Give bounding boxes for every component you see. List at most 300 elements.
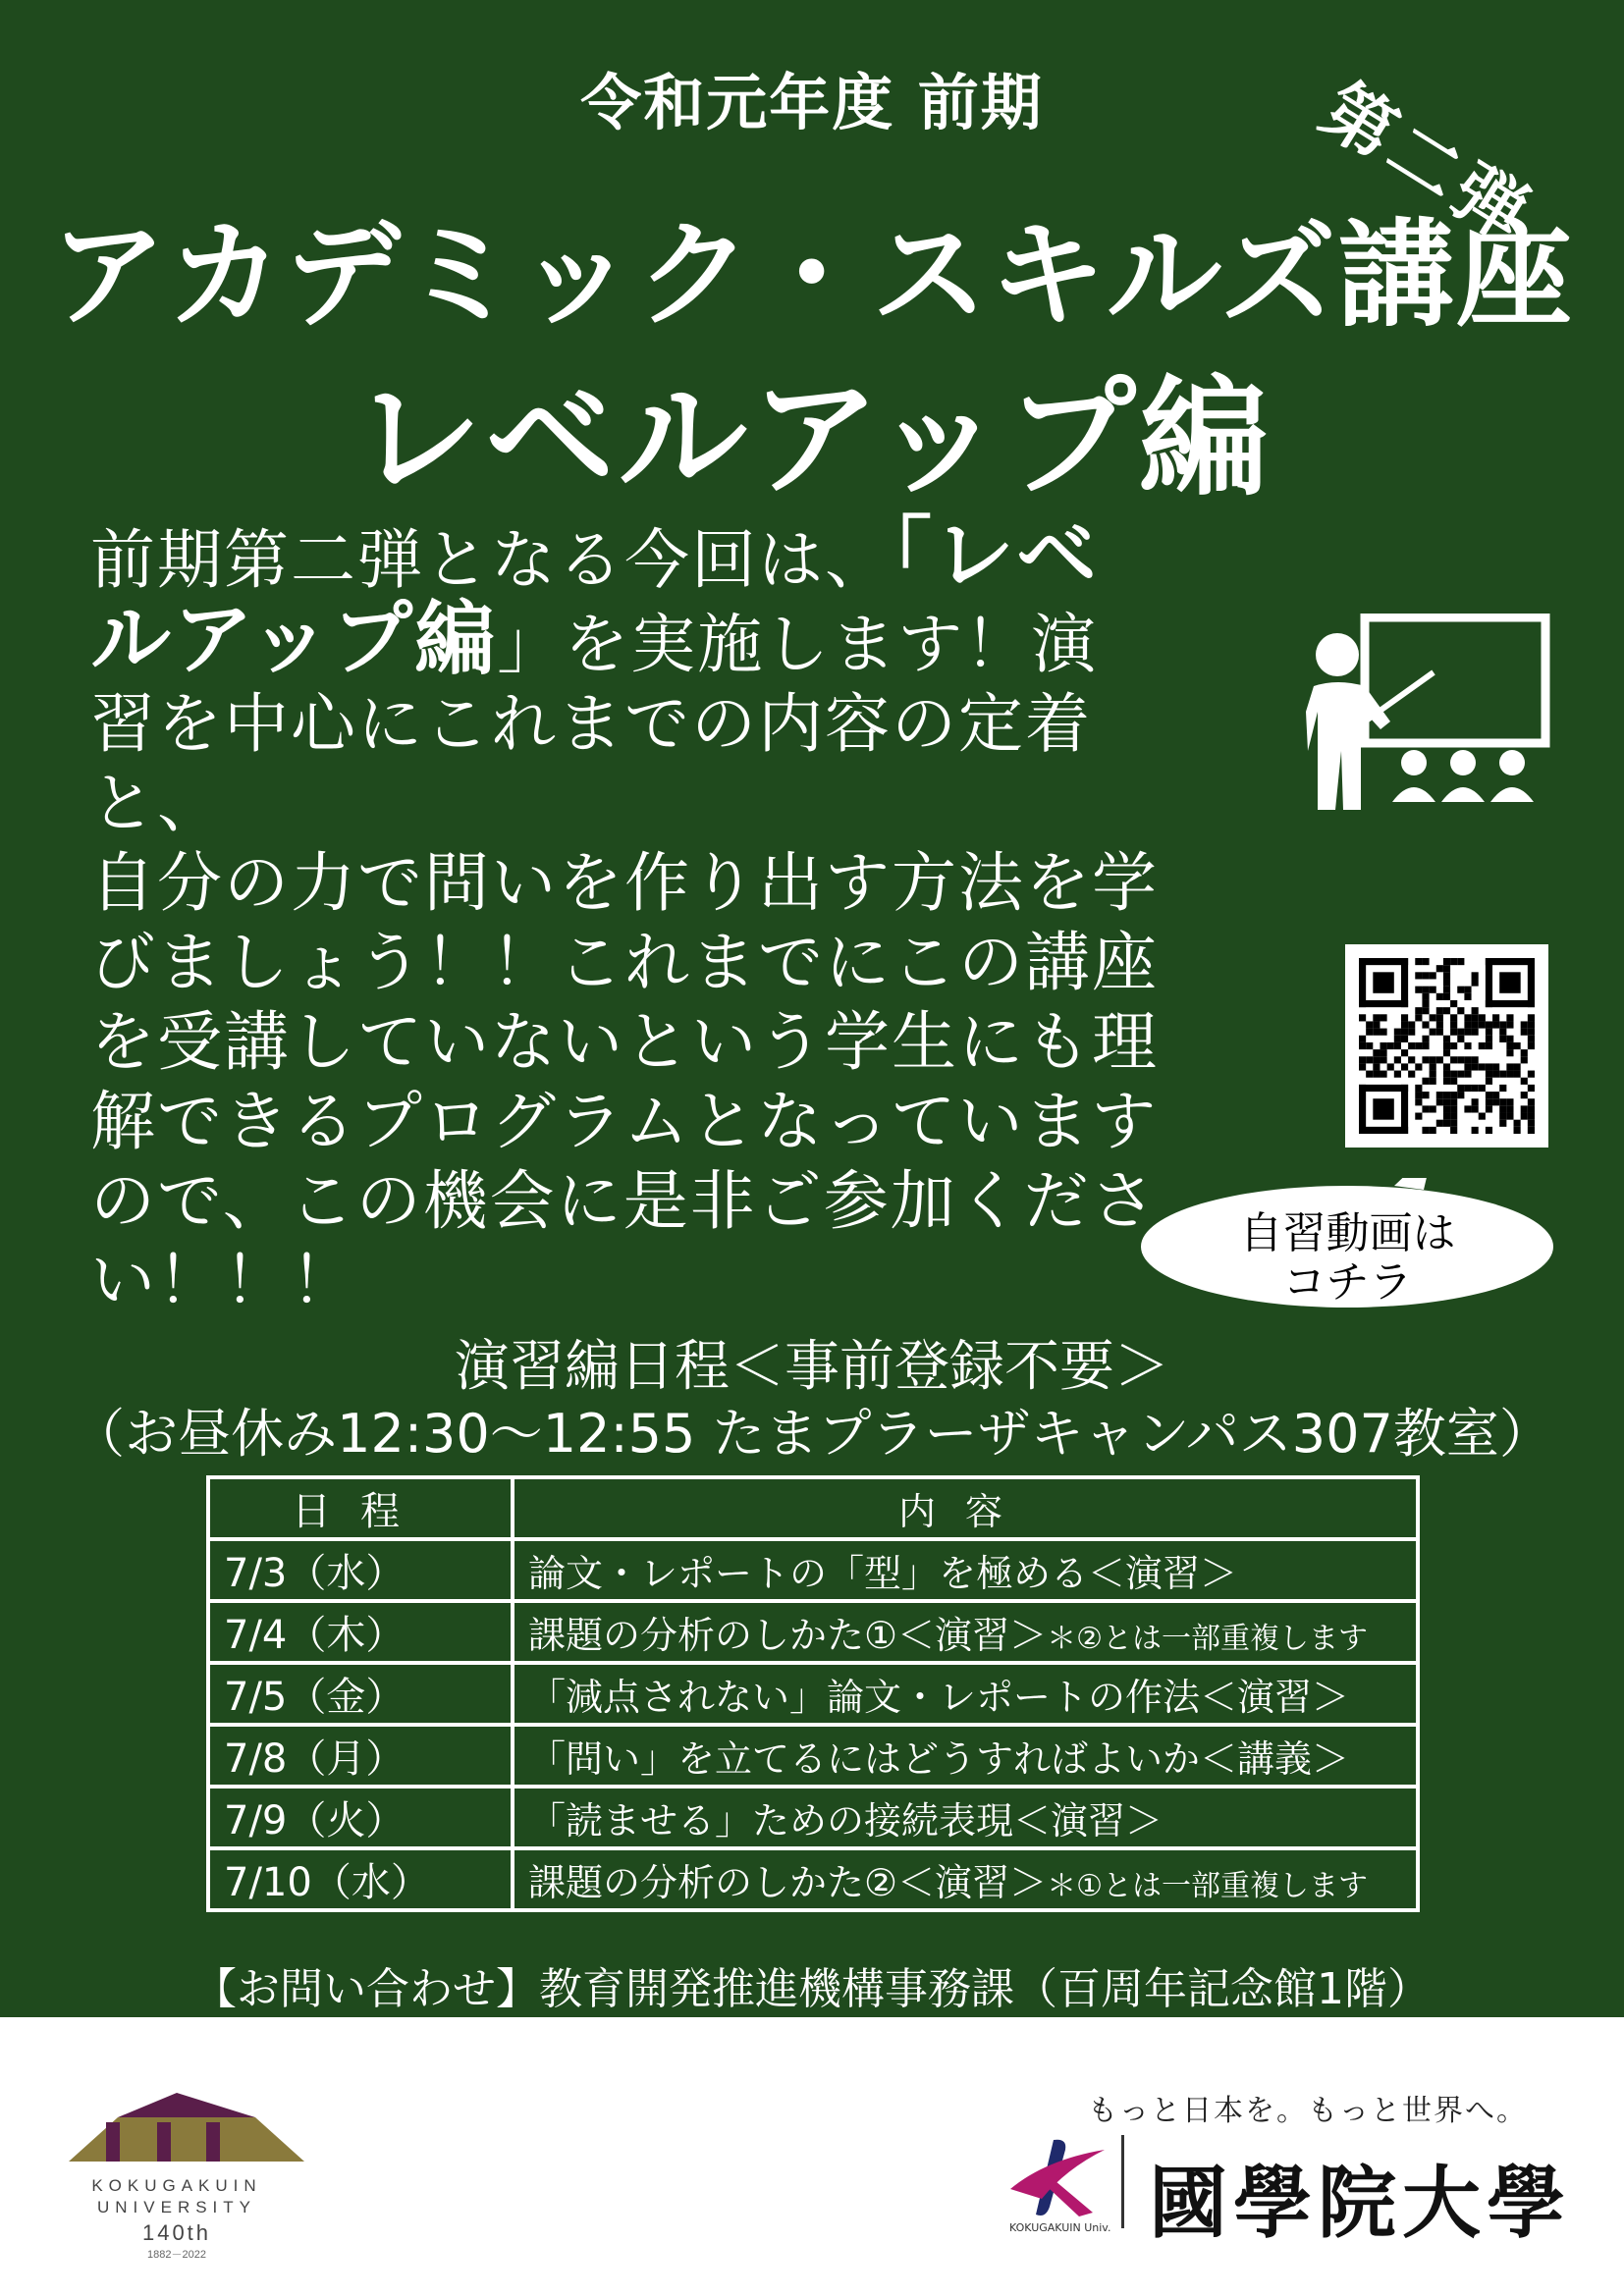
qr-module <box>1430 1056 1436 1063</box>
qr-module <box>1422 1007 1429 1014</box>
qr-module <box>1387 1063 1394 1070</box>
qr-module <box>1521 1113 1528 1120</box>
qr-module <box>1506 1063 1513 1070</box>
qr-module <box>1506 1098 1513 1105</box>
qr-module <box>1499 1085 1506 1092</box>
qr-module <box>1464 987 1471 993</box>
kokugakuin-k-logo <box>1006 2130 1114 2228</box>
anniv-line1: KOKUGAKUIN <box>91 2176 262 2195</box>
schedule-content-cell <box>513 1663 1418 1725</box>
qr-module <box>1408 1042 1415 1049</box>
qr-module <box>1528 958 1535 1007</box>
qr-module <box>1436 1021 1443 1028</box>
schedule-row <box>208 1663 1418 1725</box>
qr-module <box>1394 1042 1401 1049</box>
qr-module <box>1430 987 1436 993</box>
qr-module <box>1506 1014 1513 1021</box>
qr-module <box>1443 1071 1450 1078</box>
qr-module <box>1436 1098 1443 1105</box>
qr-module <box>1373 1014 1380 1021</box>
qr-module <box>1422 1036 1429 1042</box>
second-edition-stamp: 第二弾 <box>1308 67 1546 259</box>
qr-module <box>1479 1113 1486 1120</box>
qr-module <box>1401 1085 1408 1134</box>
qr-module <box>1521 1049 1528 1056</box>
qr-module <box>1443 1036 1450 1042</box>
anniv-140: 140th <box>141 2220 212 2245</box>
qr-module <box>1443 1007 1450 1014</box>
qr-module <box>1486 1021 1492 1028</box>
schedule-note: ＊①とは一部重複します <box>1047 1869 1368 1903</box>
qr-module <box>1528 1014 1535 1021</box>
schedule-row <box>208 1725 1418 1787</box>
qr-module <box>1415 972 1422 979</box>
qr-module <box>1359 1036 1366 1042</box>
main-title: アカデミック・スキルズ講座 <box>50 207 1574 343</box>
schedule-row <box>208 1848 1418 1910</box>
qr-module <box>1401 1029 1408 1036</box>
qr-module <box>1450 1113 1457 1120</box>
qr-module <box>1499 1029 1506 1036</box>
qr-module <box>1486 1071 1492 1078</box>
qr-module <box>1443 1078 1450 1085</box>
schedule-date: 7/10（水） <box>208 1848 513 1910</box>
qr-module <box>1506 1113 1513 1120</box>
qr-module <box>1486 1042 1492 1049</box>
qr-module <box>1499 972 1520 992</box>
qr-module <box>1394 1029 1401 1036</box>
qr-module <box>1521 1078 1528 1085</box>
schedule-content-cell <box>513 1787 1418 1848</box>
qr-module <box>1373 1056 1380 1063</box>
qr-module <box>1443 1063 1450 1070</box>
qr-module <box>1457 958 1464 965</box>
intro-text: 習を中心にこれまでの内容の定着と、 <box>90 686 1092 841</box>
qr-module <box>1430 1127 1436 1134</box>
qr-module <box>1450 1000 1457 1007</box>
qr-module <box>1366 1029 1373 1036</box>
qr-module <box>1514 1127 1521 1134</box>
qr-module <box>1521 1105 1528 1112</box>
qr-module <box>1464 1071 1471 1078</box>
anniv-line2: UNIVERSITY <box>96 2198 257 2216</box>
qr-module <box>1506 1036 1513 1042</box>
qr-module <box>1443 1113 1450 1120</box>
qr-module <box>1422 993 1429 1000</box>
qr-module <box>1373 1021 1380 1028</box>
qr-module <box>1472 1105 1479 1112</box>
qr-module <box>1472 1085 1479 1092</box>
schedule-content: 課題の分析のしかた②＜演習＞ <box>528 1861 1048 1904</box>
qr-module <box>1472 979 1479 986</box>
qr-module <box>1528 1042 1535 1049</box>
qr-module <box>1472 1014 1479 1021</box>
header-date: 日程 <box>208 1477 513 1539</box>
qr-module <box>1472 1127 1479 1134</box>
schedule-content: 論文・レポートの「型」を極める＜演習＞ <box>528 1552 1238 1595</box>
qr-module <box>1464 1042 1471 1049</box>
teacher-presentation-icon <box>1306 614 1551 825</box>
intro-line <box>90 508 1170 602</box>
intro-line <box>90 593 1170 686</box>
qr-module <box>1415 1063 1422 1070</box>
schedule-content-cell <box>513 1601 1418 1663</box>
qr-module <box>1394 1071 1401 1078</box>
intro-emphasis: 「レベ <box>892 508 1100 602</box>
qr-module <box>1492 1098 1499 1105</box>
qr-module <box>1387 1042 1394 1049</box>
qr-module <box>1366 1042 1373 1049</box>
qr-module <box>1521 1056 1528 1063</box>
qr-module <box>1486 1098 1492 1105</box>
qr-module <box>1528 1071 1535 1078</box>
qr-module <box>1436 1092 1443 1098</box>
qr-module <box>1486 1078 1492 1085</box>
qr-module <box>1457 1092 1464 1098</box>
qr-module <box>1528 1120 1535 1127</box>
qr-module <box>1499 1098 1506 1105</box>
bubble-line-1: 自習動画は <box>1239 1208 1456 1258</box>
anniv-years: 1882－2022 <box>147 2249 206 2261</box>
qr-module <box>1514 1042 1521 1049</box>
schedule-date: 7/5（金） <box>208 1663 513 1725</box>
qr-module <box>1415 987 1422 993</box>
qr-module <box>1430 1071 1436 1078</box>
qr-module <box>1521 1092 1528 1098</box>
qr-module <box>1415 1098 1422 1105</box>
qr-module <box>1359 1014 1366 1021</box>
qr-module <box>1408 1021 1415 1028</box>
qr-module <box>1472 1098 1479 1105</box>
qr-module <box>1408 1071 1415 1078</box>
intro-text: を受講していないという学生にも理 <box>90 1004 1159 1080</box>
qr-module <box>1422 1021 1429 1028</box>
intro-text: 前期第二弾となる今回は、 <box>90 522 892 598</box>
qr-module <box>1464 1021 1471 1028</box>
qr-module <box>1457 1036 1464 1042</box>
qr-module <box>1464 1029 1471 1036</box>
qr-module <box>1373 1029 1380 1036</box>
qr-module <box>1499 1105 1506 1112</box>
qr-module <box>1450 1098 1457 1105</box>
qr-module <box>1401 1063 1408 1070</box>
qr-module <box>1528 1098 1535 1105</box>
qr-code-pattern <box>1359 958 1535 1134</box>
qr-module <box>1422 1000 1429 1007</box>
qr-module <box>1415 1014 1422 1021</box>
qr-module <box>1521 1029 1528 1036</box>
schedule-title: 演習編日程＜事前登録不要＞ <box>455 1335 1169 1399</box>
qr-module <box>1528 1127 1535 1134</box>
qr-module <box>1443 1098 1450 1105</box>
qr-module <box>1464 1056 1471 1063</box>
qr-module <box>1366 1021 1373 1028</box>
qr-module <box>1457 1056 1464 1063</box>
qr-module <box>1514 1071 1521 1078</box>
qr-module <box>1359 1063 1366 1070</box>
qr-module <box>1380 1049 1386 1056</box>
qr-module <box>1443 1042 1450 1049</box>
qr-module <box>1422 1078 1429 1085</box>
qr-module <box>1359 1042 1366 1049</box>
qr-module <box>1430 1063 1436 1070</box>
qr-module <box>1430 1014 1436 1021</box>
schedule-date: 7/8（月） <box>208 1725 513 1787</box>
qr-module <box>1359 958 1366 1007</box>
intro-text: ので、この機会に是非ご参加くださ <box>90 1163 1158 1239</box>
qr-module <box>1408 1056 1415 1063</box>
qr-module <box>1506 1042 1513 1049</box>
qr-module <box>1380 1042 1386 1049</box>
qr-module <box>1450 1092 1457 1098</box>
qr-module <box>1373 1071 1380 1078</box>
qr-module <box>1528 1085 1535 1092</box>
qr-module <box>1443 1105 1450 1112</box>
qr-code[interactable] <box>1345 944 1548 1148</box>
qr-module <box>1422 958 1429 965</box>
qr-module <box>1472 1007 1479 1014</box>
qr-module <box>1464 993 1471 1000</box>
tagline: もっと日本を。もっと世界へ。 <box>1088 2094 1528 2128</box>
footer-divider <box>1121 2135 1124 2228</box>
qr-module <box>1472 972 1479 979</box>
qr-module <box>1528 1036 1535 1042</box>
qr-module <box>1373 1049 1380 1056</box>
qr-module <box>1373 1063 1380 1070</box>
schedule-content-cell <box>513 1539 1418 1601</box>
qr-module <box>1394 1036 1401 1042</box>
qr-module <box>1401 958 1408 1007</box>
qr-module <box>1499 1036 1506 1042</box>
qr-module <box>1464 1063 1471 1070</box>
qr-module <box>1514 1120 1521 1127</box>
qr-module <box>1450 1042 1457 1049</box>
qr-module <box>1472 1021 1479 1028</box>
intro-line <box>90 923 1170 1002</box>
qr-module <box>1450 1071 1457 1078</box>
schedule-subtitle: （お昼休み12:30～12:55 たまプラーザキャンパス307教室） <box>72 1403 1552 1465</box>
schedule-content: 「減点されない」論文・レポートの作法＜演習＞ <box>528 1676 1350 1719</box>
qr-module <box>1486 1092 1492 1098</box>
qr-module <box>1492 1071 1499 1078</box>
schedule-table <box>206 1475 1420 1912</box>
qr-module <box>1380 1014 1386 1021</box>
qr-module <box>1380 1071 1386 1078</box>
qr-module <box>1359 1085 1408 1092</box>
qr-module <box>1359 958 1408 965</box>
qr-module <box>1457 1085 1464 1092</box>
intro-line <box>90 1082 1170 1161</box>
intro-line <box>90 1161 1170 1241</box>
bubble-line-2: コチラ <box>1282 1257 1413 1308</box>
intro-text: 解できるプログラムとなっています <box>90 1084 1159 1159</box>
schedule-content: 課題の分析のしかた①＜演習＞ <box>528 1614 1048 1657</box>
qr-module <box>1443 993 1450 1000</box>
schedule-content-cell <box>513 1725 1418 1787</box>
qr-module <box>1506 1021 1513 1028</box>
qr-module <box>1436 993 1443 1000</box>
qr-module <box>1443 1092 1450 1098</box>
qr-module <box>1359 1127 1408 1134</box>
qr-module <box>1401 1036 1408 1042</box>
qr-module <box>1486 958 1492 1007</box>
schedule-date: 7/9（火） <box>208 1787 513 1848</box>
qr-module <box>1506 1105 1513 1112</box>
intro-line <box>90 684 1170 843</box>
qr-module <box>1528 1113 1535 1120</box>
qr-module <box>1450 1120 1457 1127</box>
qr-module <box>1492 1021 1499 1028</box>
qr-module <box>1457 1007 1464 1014</box>
schedule-row <box>208 1539 1418 1601</box>
qr-module <box>1506 1071 1513 1078</box>
qr-module <box>1486 958 1535 965</box>
intro-text: 自分の力で問いを作り出す方法を学 <box>90 845 1159 921</box>
qr-module <box>1436 1007 1443 1014</box>
qr-module <box>1422 1127 1429 1134</box>
qr-module <box>1415 1007 1422 1014</box>
qr-module <box>1359 1000 1408 1007</box>
qr-module <box>1366 1056 1373 1063</box>
qr-module <box>1373 972 1393 992</box>
qr-module <box>1436 1120 1443 1127</box>
qr-module <box>1422 1056 1429 1063</box>
qr-module <box>1492 1014 1499 1021</box>
qr-module <box>1486 1029 1492 1036</box>
qr-module <box>1415 958 1422 965</box>
qr-module <box>1514 1063 1521 1070</box>
qr-module <box>1450 1078 1457 1085</box>
qr-module <box>1499 1021 1506 1028</box>
schedule-date: 7/4（木） <box>208 1601 513 1663</box>
qr-module <box>1430 972 1436 979</box>
qr-module <box>1492 1063 1499 1070</box>
qr-module <box>1415 1085 1422 1092</box>
qr-module <box>1380 1056 1386 1063</box>
schedule-note: ＊②とは一部重複します <box>1047 1622 1368 1656</box>
qr-module <box>1472 1029 1479 1036</box>
qr-module <box>1415 1092 1422 1098</box>
qr-module <box>1528 1105 1535 1112</box>
qr-module <box>1486 1105 1492 1112</box>
qr-module <box>1366 1071 1373 1078</box>
qr-module <box>1450 1056 1457 1063</box>
qr-module <box>1422 987 1429 993</box>
qr-module <box>1443 1120 1450 1127</box>
qr-module <box>1430 1029 1436 1036</box>
qr-module <box>1415 1042 1422 1049</box>
qr-module <box>1464 1085 1471 1092</box>
schedule-date: 7/3（水） <box>208 1539 513 1601</box>
qr-module <box>1443 958 1450 965</box>
qr-module <box>1436 1029 1443 1036</box>
intro-text: びましょう！！これまでにこの講座 <box>90 925 1159 1000</box>
qr-module <box>1430 1105 1436 1112</box>
qr-module <box>1486 1036 1492 1042</box>
qr-module <box>1443 987 1450 993</box>
qr-module <box>1422 1092 1429 1098</box>
qr-module <box>1486 1127 1492 1134</box>
qr-module <box>1450 1029 1457 1036</box>
qr-module <box>1479 1042 1486 1049</box>
intro-paragraph <box>90 508 1170 1320</box>
schedule-content: 「問い」を立てるにはどうすればよいか＜講義＞ <box>528 1737 1350 1781</box>
schedule-header-row <box>208 1477 1418 1539</box>
university-name: 國學院大學 <box>1149 2157 1571 2249</box>
qr-module <box>1486 1000 1535 1007</box>
qr-module <box>1492 1092 1499 1098</box>
intro-line <box>90 1002 1170 1082</box>
schedule-row <box>208 1787 1418 1848</box>
header-content: 内容 <box>513 1477 1418 1539</box>
qr-module <box>1528 1029 1535 1036</box>
qr-module <box>1359 1085 1366 1134</box>
qr-module <box>1430 1078 1436 1085</box>
qr-module <box>1436 965 1443 972</box>
qr-module <box>1436 1014 1443 1021</box>
bubble-text <box>1178 1209 1517 1308</box>
schedule-content-cell <box>513 1848 1418 1910</box>
qr-module <box>1499 1071 1506 1078</box>
schedule-content: 「読ませる」ための接続表現＜演習＞ <box>528 1799 1164 1842</box>
year-term: 令和元年度 前期 <box>580 67 1044 138</box>
qr-module <box>1373 1098 1393 1119</box>
intro-text: 」を実施します！演 <box>497 607 1099 682</box>
qr-module <box>1457 1029 1464 1036</box>
qr-module <box>1457 987 1464 993</box>
qr-module <box>1401 1049 1408 1056</box>
qr-module <box>1457 1071 1464 1078</box>
qr-module <box>1450 958 1457 965</box>
intro-line <box>90 1241 1170 1320</box>
qr-module <box>1479 1021 1486 1028</box>
qr-module <box>1464 1105 1471 1112</box>
qr-module <box>1499 1120 1506 1127</box>
intro-text: い！！！ <box>90 1243 357 1318</box>
qr-module <box>1521 1021 1528 1028</box>
qr-module <box>1479 1063 1486 1070</box>
qr-module <box>1450 1127 1457 1134</box>
qr-module <box>1450 1014 1457 1021</box>
qr-module <box>1401 1014 1408 1021</box>
qr-module <box>1422 1042 1429 1049</box>
qr-module <box>1450 1021 1457 1028</box>
qr-module <box>1443 979 1450 986</box>
k-logo-caption: KOKUGAKUIN Univ. <box>1009 2221 1111 2234</box>
qr-module <box>1380 1029 1386 1036</box>
qr-module <box>1422 972 1429 979</box>
qr-module <box>1422 1105 1429 1112</box>
qr-module <box>1436 1056 1443 1063</box>
anniversary-140-logo <box>49 2073 304 2289</box>
qr-module <box>1472 1056 1479 1063</box>
qr-module <box>1408 1029 1415 1036</box>
qr-module <box>1443 965 1450 972</box>
qr-module <box>1486 1063 1492 1070</box>
qr-module <box>1443 1049 1450 1056</box>
contact-info: 【お問い合わせ】教育開発推進機構事務課（百周年記念館1階） <box>193 1964 1431 2014</box>
intro-emphasis: ルアップ編 <box>90 593 498 686</box>
qr-module <box>1499 1113 1506 1120</box>
qr-module <box>1464 1014 1471 1021</box>
qr-module <box>1479 1014 1486 1021</box>
main-subtitle: レベルアップ編 <box>352 363 1272 514</box>
qr-module <box>1472 1063 1479 1070</box>
qr-module <box>1528 1021 1535 1028</box>
qr-module <box>1443 972 1450 979</box>
qr-module <box>1479 1085 1486 1092</box>
qr-module <box>1359 1056 1366 1063</box>
